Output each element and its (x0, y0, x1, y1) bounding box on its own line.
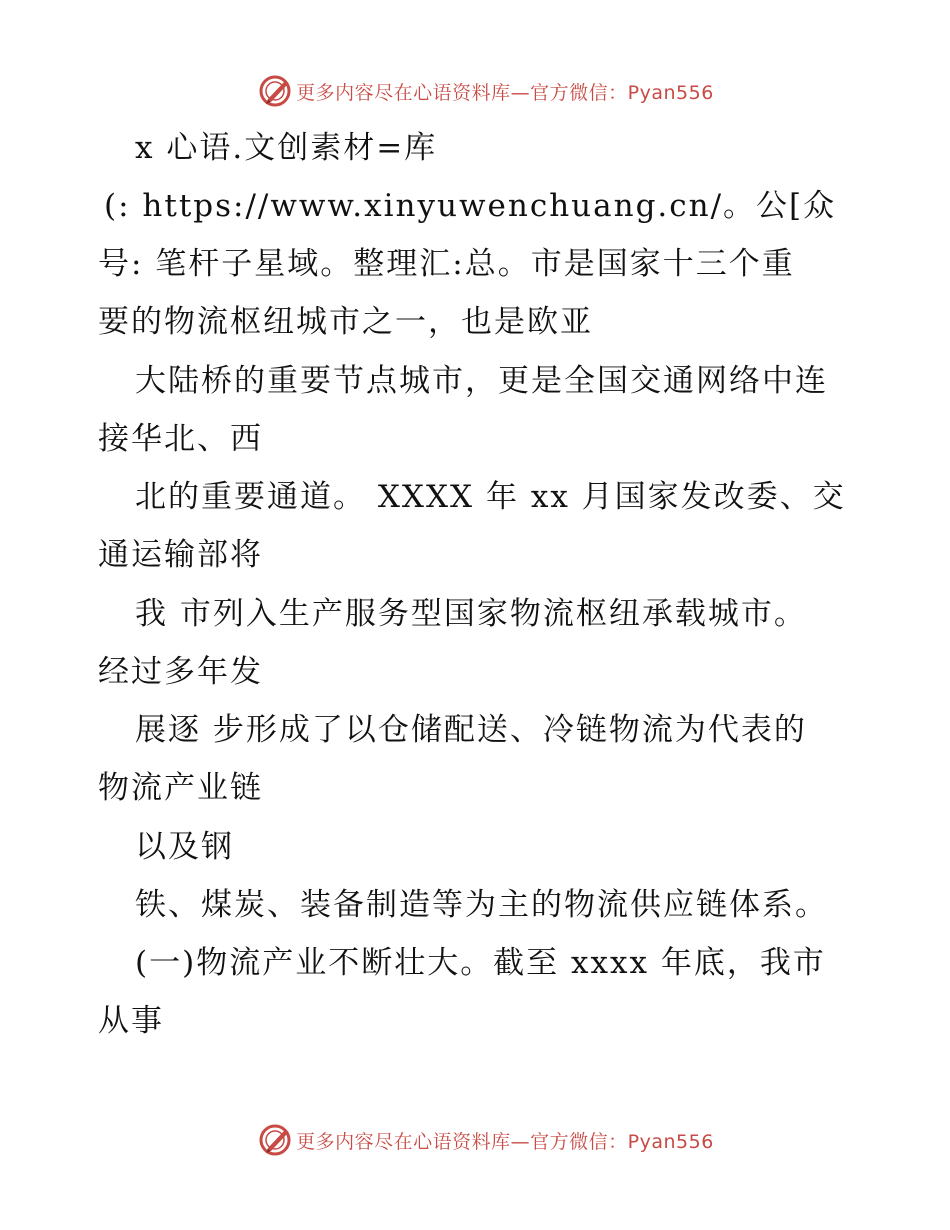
pen-logo-icon (258, 74, 292, 108)
text-line-13: 以及钢 (135, 829, 234, 865)
footer-watermark-content (258, 1123, 714, 1157)
footer-watermark-text: 更多内容尽在心语资料库—官方微信：Pyan556 (296, 1130, 714, 1153)
text-line-6: 接华北、西 (98, 421, 263, 457)
footer-watermark-banner (0, 1120, 950, 1160)
text-line-8: 通运输部将 (98, 537, 263, 573)
text-line-7: 北的重要通道。 XXXX 年 xx 月国家发改委、交 (135, 479, 846, 515)
text-line-5: 大陆桥的重要节点城市，更是全国交通网络中连 (135, 363, 828, 399)
text-line-14: 铁、煤炭、装备制造等为主的物流供应链体系。 (135, 887, 828, 923)
text-line-15: (一)物流产业不断壮大。截至 xxxx 年底，我市 (135, 945, 826, 981)
text-line-16: 从事 (98, 1003, 164, 1039)
text-line-3: 号: 笔杆子星域。整理汇:总。市是国家十三个重 (98, 246, 795, 282)
text-line-2: (: https://www.xinyuwenchuang.cn/。公[众 (104, 188, 837, 224)
header-watermark-banner (0, 71, 950, 111)
text-line-11: 展逐 步形成了以仓储配送、冷链物流为代表的 (135, 712, 807, 748)
header-watermark-content (258, 74, 714, 108)
pen-logo-icon (258, 1123, 292, 1157)
text-line-10: 经过多年发 (98, 654, 263, 690)
text-line-12: 物流产业链 (98, 770, 263, 806)
text-line-4: 要的物流枢纽城市之一，也是欧亚 (98, 304, 593, 340)
text-line-9: 我 市列入生产服务型国家物流枢纽承载城市。 (135, 596, 807, 632)
header-watermark-text: 更多内容尽在心语资料库—官方微信：Pyan556 (296, 81, 714, 104)
text-line-1: x 心语.文创素材=库 (135, 130, 438, 166)
